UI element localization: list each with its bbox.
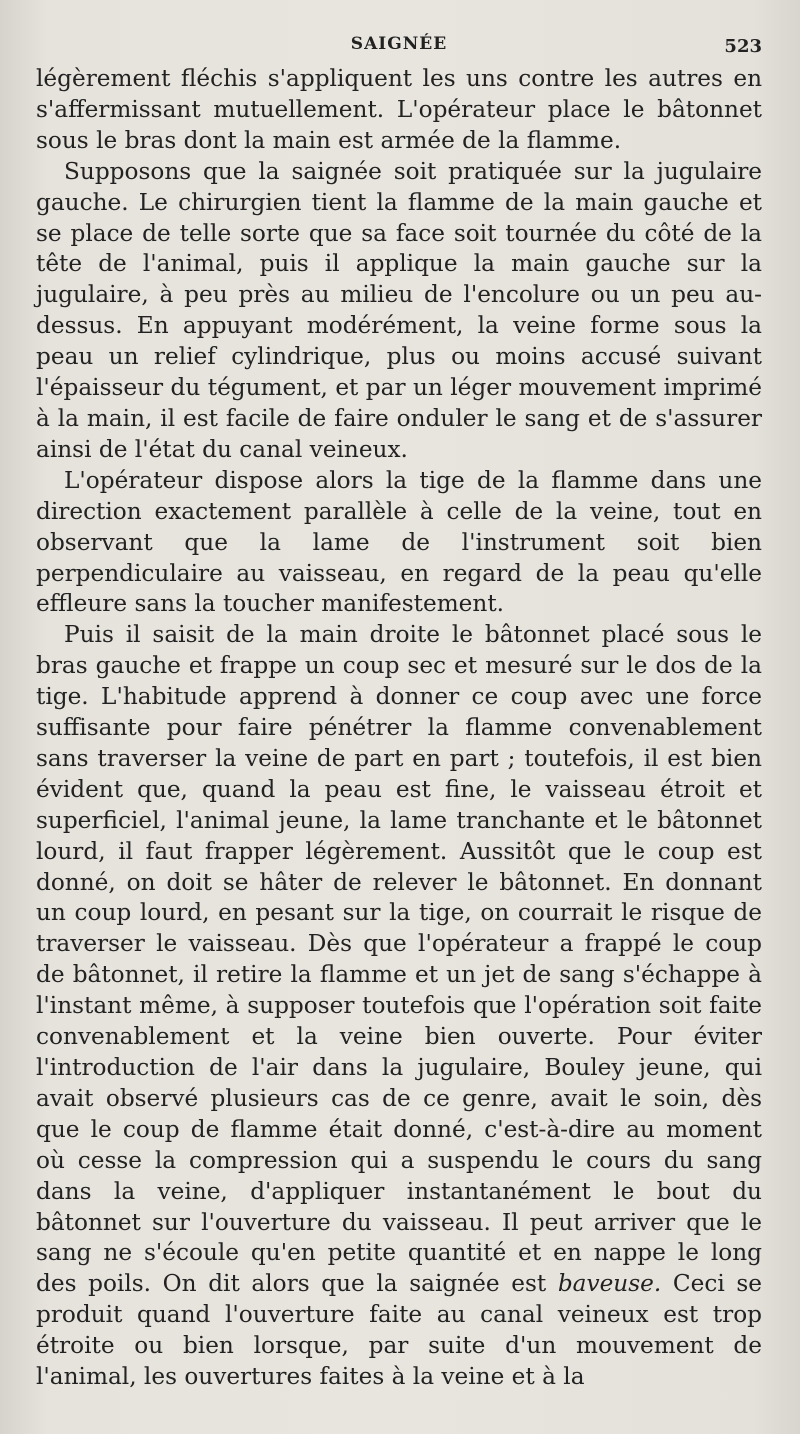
paragraph-continued: légèrement fléchis s'appliquent les uns contre les autres en s'affermissant mutuellement. L'opérateur place le bâtonnet sous le bras dont la main est armée de la flamme. — [36, 65, 762, 154]
paragraph-positioning: L'opérateur dispose alors la tige de la flamme dans une direction exactement parallèle à celle de la veine, tout en observant que la lame de l'instrument soit bien perpendiculaire au vaisseau, en regard de la peau qu'elle effleure sans la toucher manifestement. — [36, 466, 762, 618]
body-text — [36, 64, 762, 1393]
paragraph-striking — [36, 620, 762, 1393]
page-number: 523 — [724, 36, 762, 57]
running-title: SAIGNÉE — [350, 34, 448, 54]
paragraph-text: Ceci se produit quand l'ouverture faite au canal veineux est trop étroite ou bien lorsque, par suite d'un mouvement de l'animal, les ouvertures faites à la veine et à la — [36, 1270, 762, 1391]
italic-term: baveuse. — [557, 1270, 662, 1298]
paragraph-jugular: Supposons que la saignée soit pratiquée sur la jugulaire gauche. Le chirurgien tient la flamme de la main gauche et se place de telle sorte que sa face soit tournée du côté de la tête de l'animal, puis il applique la main gauche sur la jugulaire, à peu près au milieu de l'encolure ou un peu au-dessus. En appuyant modérément, la veine forme sous la peau un relief cylindrique, plus ou moins accusé suivant l'épaisseur du tégument, et par un léger mouvement imprimé à la main, il est facile de faire onduler le sang et de s'assurer ainsi de l'état du canal veineux. — [36, 157, 762, 463]
paragraph-text: Puis il saisit de la main droite le bâtonnet placé sous le bras gauche et frappe un coup sec et mesuré sur le dos de la tige. L'habitude apprend à donner ce coup avec une force suffisante pour faire pénétrer la flamme convenablement sans traverser la veine de part en part ; toutefois, il est bien évident que, quand la peau est fine, le vaisseau étroit et superficiel, l'animal jeune, la lame tranchante et le bâtonnet lourd, il faut frapper légèrement. Aussitôt que le coup est donné, on doit se hâter de relever le bâtonnet. En donnant un coup lourd, en pesant sur la tige, on courrait le risque de traverser le vaisseau. Dès que l'opérateur a frappé le coup de bâtonnet, il retire la flamme et un jet de sang s'échappe à l'instant même, à supposer toutefois que l'opération soit faite convenablement et la veine bien ouverte. Pour éviter l'introduction de l'air dans la jugulaire, Bouley jeune, qui avait observé plusieurs cas de ce genre, avait le soin, dès que le coup de flamme était donné, c'est-à-dire au moment où cesse la compression qui a suspendu le cours du sang dans la veine, d'appliquer instantanément le bout du bâtonnet sur l'ouverture du vaisseau. Il peut arriver que le sang ne s'écoule qu'en petite quantité et en nappe le long des poils. On dit alors que la saignée est — [36, 621, 762, 1298]
page-header — [36, 28, 762, 64]
